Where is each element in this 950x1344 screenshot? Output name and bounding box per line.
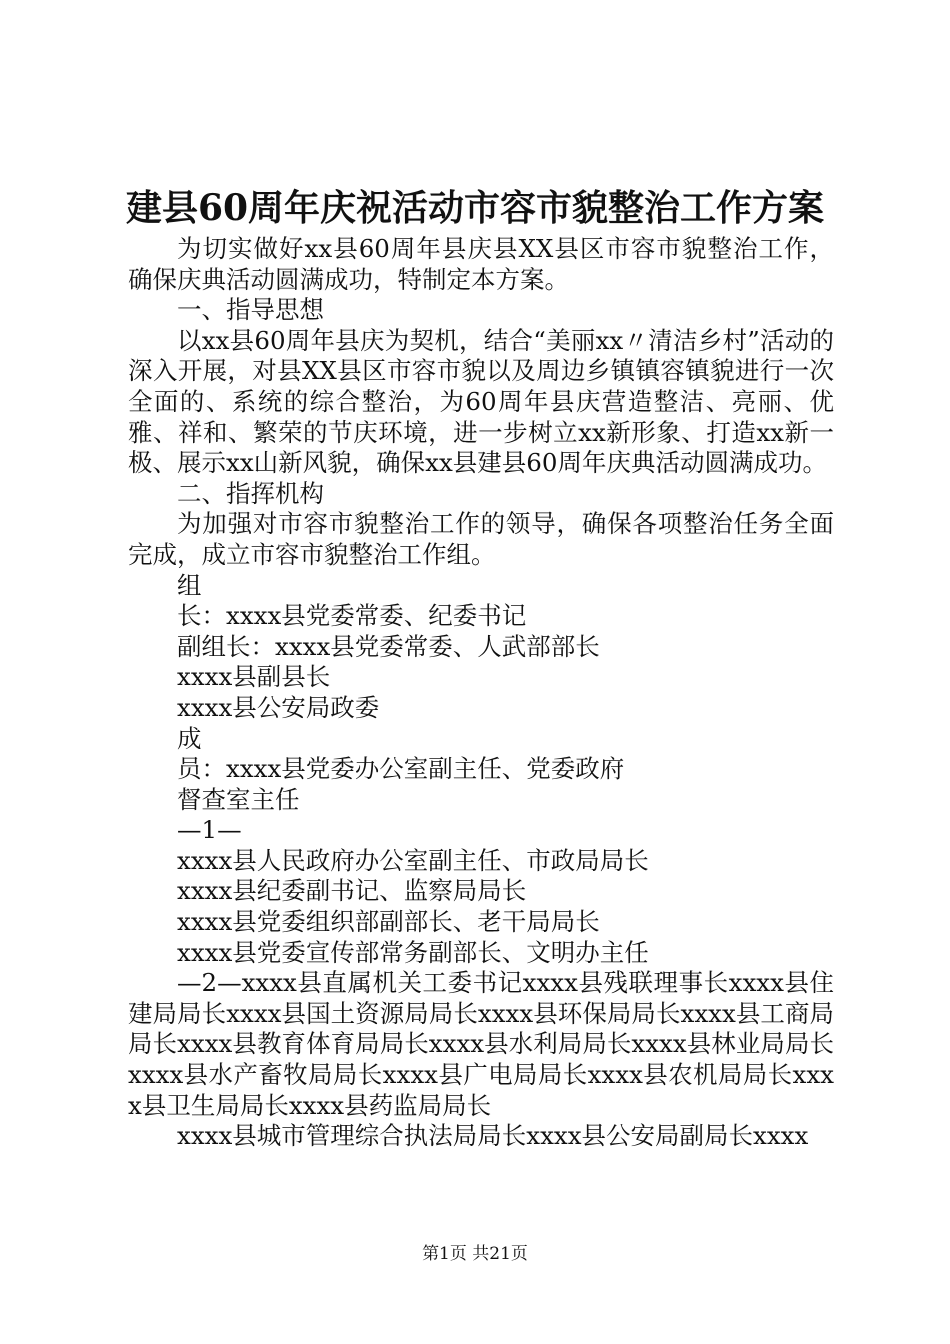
org-line: xxxx县公安局政委: [177, 692, 380, 722]
org-line: xxxx县人民政府办公室副主任、市政局局长: [177, 845, 649, 875]
members-last-line: xxxx县城市管理综合执法局局长xxxx县公安局副局长xxxx: [177, 1121, 809, 1151]
org-line: 长：xxxx县党委常委、纪委书记: [177, 601, 527, 631]
section-heading-command-structure: 二、指挥机构: [177, 478, 324, 508]
guiding-thought-paragraph: 以xx县60周年县庆为契机，结合“美丽xx〃清洁乡村”活动的深入开展，对县XX县区市容市貌以及周边乡镇镇容镇貌进行一次全面的、系统的综合整治，为60周年县庆营造整洁、亮丽、优雅、祥和、繁荣的节庆环境，进一步树立xx新形象、打造xx新一极、展示xx山新风貌，确保xx县建县60周年庆典活动圆满成功。: [128, 325, 834, 478]
section-heading-guiding-thought: 一、指导思想: [177, 295, 324, 325]
document-body: [128, 234, 834, 1152]
page-number: 第1页 共21页: [422, 1244, 528, 1264]
intro-paragraph: 为切实做好xx县60周年县庆县XX县区市容市貌整治工作，确保庆典活动圆满成功，特制定本方案。: [128, 234, 834, 294]
document-title: 建县60周年庆祝活动市容市貌整治工作方案: [125, 187, 825, 229]
members-paragraph: —2—xxxx县直属机关工委书记xxxx县残联理事长xxxx县住建局局长xxxx县国土资源局局长xxxx县环保局局长xxxx县工商局局长xxxx县教育体育局局长xxxx县水利局局长xxxx县林业局局长xxxx县水产畜牧局局长xxxx县广电局局长xxxx县农机局局长xxxx县卫生局局长xxxx县药监局局长: [128, 968, 834, 1120]
org-line: 员：xxxx县党委办公室副主任、党委政府: [177, 754, 625, 784]
org-line: 组: [177, 570, 202, 600]
org-line: 督查室主任: [177, 784, 300, 814]
org-line: —1—: [177, 815, 242, 845]
org-line: 副组长：xxxx县党委常委、人武部部长: [177, 631, 600, 661]
command-structure-paragraph: 为加强对市容市貌整治工作的领导，确保各项整治任务全面完成，成立市容市貌整治工作组。: [128, 509, 834, 569]
org-line: 成: [177, 723, 202, 753]
org-line: xxxx县纪委副书记、监察局局长: [177, 876, 527, 906]
org-line: xxxx县党委组织部副部长、老干局局长: [177, 907, 600, 937]
org-line: xxxx县党委宣传部常务副部长、文明办主任: [177, 937, 649, 967]
org-line: xxxx县副县长: [177, 662, 331, 692]
